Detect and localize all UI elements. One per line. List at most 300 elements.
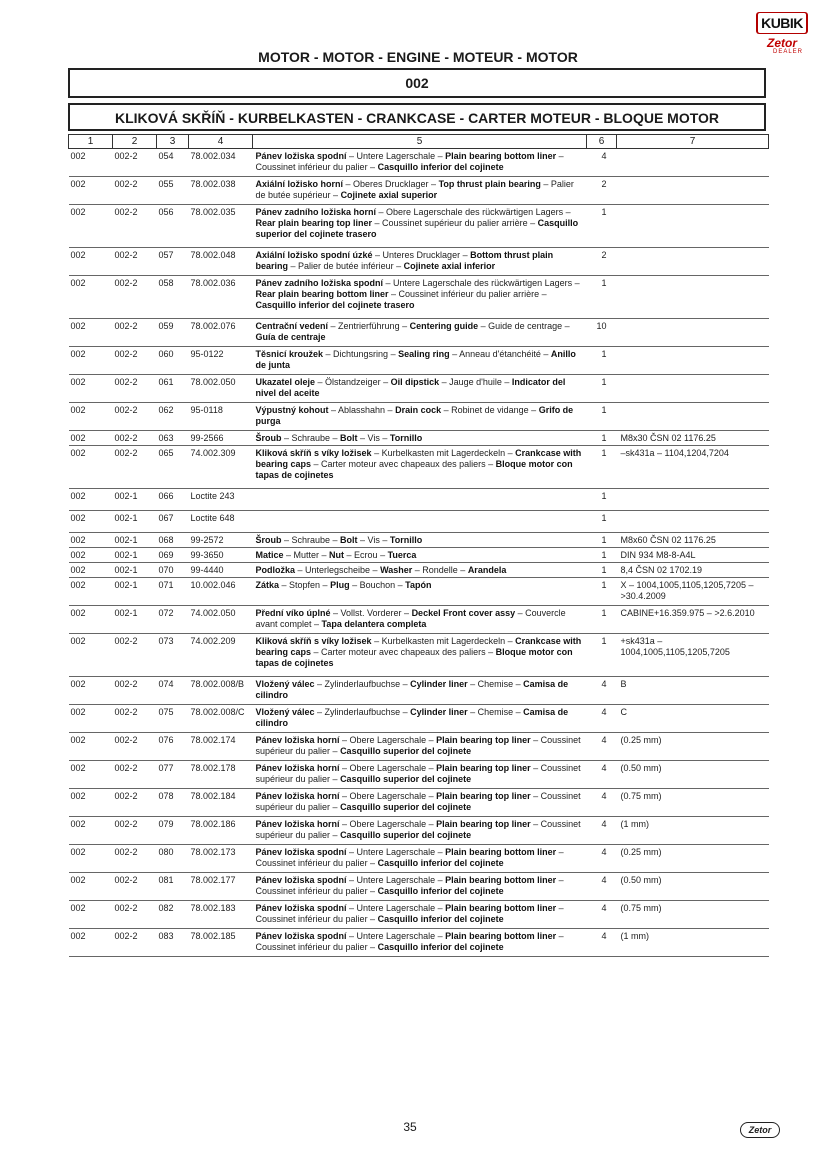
description-text: – Coussinet inférieur du palier – [255,151,564,172]
description-text: – Untere Lagerschale – [346,931,446,941]
description-text: – Ölstandzeiger – [315,377,391,387]
cell-part-number: 78.002.076 [189,319,253,347]
description-text: – Obere Lagerschale – [339,735,437,745]
cell-quantity: 1 [587,347,617,375]
cell-subgroup: 002-2 [113,901,157,929]
cell-quantity: 4 [587,677,617,705]
cell-note [617,489,769,511]
cell-note: M8x60 ČSN 02 1176.25 [617,533,769,548]
description-name: Casquillo superior del cojinete [340,746,472,756]
cell-description [253,403,587,431]
cell-group: 002 [69,845,113,873]
cell-group: 002 [69,248,113,276]
description-text: – Vis – [357,535,390,545]
cell-subgroup: 002-2 [113,845,157,873]
cell-group: 002 [69,489,113,511]
cell-subgroup: 002-2 [113,205,157,248]
description-text: – Anneau d'étanchéité – [449,349,551,359]
cell-part-number: 78.002.050 [189,375,253,403]
description-name: Pánev ložiska spodní [255,847,347,857]
cell-part-number: 78.002.038 [189,177,253,205]
cell-group: 002 [69,347,113,375]
cell-description [253,634,587,677]
cell-description [253,705,587,733]
cell-note: (0.50 mm) [617,873,769,901]
table-row [69,511,769,533]
cell-description [253,901,587,929]
description-name: Plain bearing bottom liner [445,903,557,913]
cell-description [253,845,587,873]
cell-part-number: Loctite 648 [189,511,253,533]
description-name: Plain bearing bottom liner [445,875,557,885]
description-text: – Unterlegscheibe – [295,565,381,575]
cell-position: 063 [157,431,189,446]
cell-description [253,929,587,957]
cell-subgroup: 002-2 [113,403,157,431]
table-row [69,817,769,845]
cell-position: 079 [157,817,189,845]
cell-quantity: 4 [587,761,617,789]
cell-description [253,431,587,446]
cell-description [253,205,587,248]
cell-position: 072 [157,606,189,634]
description-text: – Schraube – [281,535,341,545]
cell-part-number: Loctite 243 [189,489,253,511]
table-row [69,319,769,347]
cell-note: DIN 934 M8-8-A4L [617,548,769,563]
cell-subgroup: 002-2 [113,177,157,205]
cell-subgroup: 002-2 [113,446,157,489]
description-text: – Bouchon – [349,580,406,590]
cell-part-number: 99-3650 [189,548,253,563]
cell-position: 060 [157,347,189,375]
cell-part-number: 74.002.309 [189,446,253,489]
description-text: – Coussinet inférieur du palier – [255,903,564,924]
cell-part-number: 78.002.185 [189,929,253,957]
cell-group: 002 [69,578,113,606]
cell-position: 067 [157,511,189,533]
description-name: Crankcase with bearing caps [255,448,582,469]
cell-position: 061 [157,375,189,403]
column-header: 2 [113,135,157,149]
cell-quantity: 4 [587,929,617,957]
cell-note [617,403,769,431]
description-name: Bolt [340,433,358,443]
description-name: Camisa de cilindro [255,707,569,728]
cell-group: 002 [69,817,113,845]
description-text: – Jauge d'huile – [439,377,512,387]
cell-group: 002 [69,789,113,817]
cell-position: 069 [157,548,189,563]
cell-position: 066 [157,489,189,511]
description-name: Rear plain bearing bottom liner [255,289,389,299]
description-name: Pánev zadního ložiska horní [255,207,377,217]
cell-part-number: 99-2566 [189,431,253,446]
cell-quantity: 4 [587,901,617,929]
cell-group: 002 [69,634,113,677]
cell-description [253,817,587,845]
description-name: Casquillo superior del cojinete [340,774,472,784]
cell-group: 002 [69,733,113,761]
cell-position: 077 [157,761,189,789]
parts-table-body [69,149,769,957]
cell-group: 002 [69,403,113,431]
table-row [69,177,769,205]
cell-position: 057 [157,248,189,276]
cell-quantity: 1 [587,548,617,563]
cell-position: 055 [157,177,189,205]
cell-group: 002 [69,677,113,705]
description-name: Oil dipstick [390,377,440,387]
cell-note [617,248,769,276]
cell-note: –sk431a – 1104,1204,7204 [617,446,769,489]
description-name: Plain bearing bottom liner [445,151,557,161]
cell-description [253,375,587,403]
description-name: Casquillo inferior del cojinete [377,886,504,896]
cell-description [253,446,587,489]
cell-group: 002 [69,606,113,634]
cell-note [617,347,769,375]
cell-position: 073 [157,634,189,677]
cell-description [253,149,587,177]
cell-subgroup: 002-1 [113,511,157,533]
cell-note: C [617,705,769,733]
description-text: – Zentrierführung – [328,321,410,331]
cell-note: CABINE+16.359.975 – >2.6.2010 [617,606,769,634]
description-name: Plain bearing top liner [436,763,531,773]
description-name: Centrační vedení [255,321,329,331]
description-name: Tapa delantera completa [321,619,427,629]
description-text: – Chemise – [467,679,524,689]
cell-part-number: 74.002.050 [189,606,253,634]
description-name: Indicator del nivel del aceite [255,377,566,398]
description-text: – Untere Lagerschale – [346,847,446,857]
description-text: – Coussinet inférieur du palier arrière – [388,289,547,299]
table-row [69,929,769,957]
cell-quantity: 1 [587,276,617,319]
description-text: – Obere Lagerschale des rückwärtigen Lagers – [376,207,571,217]
cell-note: M8x30 ČSN 02 1176.25 [617,431,769,446]
cell-quantity: 10 [587,319,617,347]
description-name: Axiální ložisko spodní úzké [255,250,373,260]
table-row [69,705,769,733]
cell-subgroup: 002-1 [113,606,157,634]
cell-quantity: 4 [587,149,617,177]
description-name: Grifo de purga [255,405,574,426]
description-name: Výpustný kohout [255,405,329,415]
table-row [69,446,769,489]
column-header: 6 [587,135,617,149]
table-row [69,563,769,578]
description-text: – Untere Lagerschale – [346,151,446,161]
cell-quantity: 1 [587,403,617,431]
cell-quantity: 4 [587,733,617,761]
description-name: Bloque motor con tapas de cojinetes [255,647,573,668]
description-name: Kliková skříň s víky ložisek [255,636,372,646]
cell-note: X – 1004,1005,1105,1205,7205 – >30.4.2009 [617,578,769,606]
column-header: 7 [617,135,769,149]
cell-subgroup: 002-2 [113,248,157,276]
cell-quantity: 1 [587,578,617,606]
cell-description [253,563,587,578]
cell-group: 002 [69,205,113,248]
description-name: Šroub [255,433,282,443]
page-number: 35 [403,1120,417,1134]
cell-group: 002 [69,873,113,901]
cell-part-number: 78.002.035 [189,205,253,248]
cell-position: 056 [157,205,189,248]
cell-subgroup: 002-2 [113,929,157,957]
cell-note: (1 mm) [617,817,769,845]
cell-description [253,248,587,276]
description-text: – Untere Lagerschale – [346,875,446,885]
description-name: Pánev ložiska horní [255,791,340,801]
dealer-logo-text: DEALER [772,49,803,55]
description-name: Drain cock [395,405,442,415]
description-name: Přední víko úplné [255,608,331,618]
description-name: Šroub [255,535,282,545]
cell-subgroup: 002-2 [113,634,157,677]
description-name: Plain bearing top liner [436,819,531,829]
description-name: Vložený válec [255,707,315,717]
cell-position: 081 [157,873,189,901]
description-name: Guía de centraje [255,332,326,342]
cell-group: 002 [69,177,113,205]
description-text: – Carter moteur avec chapeaux des paliers – [311,647,496,657]
cell-note: (0.50 mm) [617,761,769,789]
cell-note [617,319,769,347]
cell-position: 082 [157,901,189,929]
description-text: – Coussinet supérieur du palier arrière – [372,218,538,228]
zetor-logo-text: Zetor [767,36,797,50]
cell-group: 002 [69,548,113,563]
group-code: 002 [68,68,766,98]
cell-group: 002 [69,705,113,733]
cell-description [253,533,587,548]
cell-part-number: 78.002.186 [189,817,253,845]
cell-group: 002 [69,431,113,446]
column-header: 5 [253,135,587,149]
cell-note [617,177,769,205]
description-text: – Unteres Drucklager – [372,250,471,260]
cell-subgroup: 002-2 [113,817,157,845]
description-name: Washer [380,565,413,575]
description-text: – Coussinet inférieur du palier – [255,875,564,896]
cell-group: 002 [69,563,113,578]
table-row [69,761,769,789]
cell-part-number: 99-2572 [189,533,253,548]
cell-description [253,761,587,789]
cell-subgroup: 002-2 [113,431,157,446]
cell-part-number: 78.002.034 [189,149,253,177]
description-name: Vložený válec [255,679,315,689]
description-name: Deckel Front cover assy [411,608,516,618]
cell-part-number: 78.002.178 [189,761,253,789]
description-text: – Mutter – [283,550,330,560]
description-name: Pánev ložiska spodní [255,903,347,913]
cell-group: 002 [69,901,113,929]
cell-subgroup: 002-1 [113,489,157,511]
cell-position: 062 [157,403,189,431]
table-row [69,901,769,929]
group-name: KLIKOVÁ SKŘÍŇ - KURBELKASTEN - CRANKCASE - CARTER MOTEUR - BLOQUE MOTOR [68,103,766,131]
description-text: – Rondelle – [412,565,468,575]
description-text: – Coussinet inférieur du palier – [255,847,564,868]
cell-position: 075 [157,705,189,733]
cell-subgroup: 002-1 [113,563,157,578]
cell-part-number: 78.002.048 [189,248,253,276]
cell-note [617,375,769,403]
cell-quantity: 4 [587,873,617,901]
cell-note: 8,4 ČSN 02 1702.19 [617,563,769,578]
description-name: Pánev ložiska spodní [255,151,347,161]
cell-position: 065 [157,446,189,489]
table-row [69,677,769,705]
table-row [69,533,769,548]
cell-subgroup: 002-1 [113,548,157,563]
description-name: Top thrust plain bearing [438,179,541,189]
cell-position: 070 [157,563,189,578]
cell-position: 054 [157,149,189,177]
description-name: Zátka [255,580,280,590]
cell-part-number: 95-0118 [189,403,253,431]
description-name: Centering guide [409,321,479,331]
cell-description [253,873,587,901]
cell-subgroup: 002-2 [113,319,157,347]
description-name: Casquillo inferior del cojinete trasero [255,300,415,310]
cell-description [253,177,587,205]
cell-part-number: 10.002.046 [189,578,253,606]
cell-quantity: 1 [587,606,617,634]
description-name: Plain bearing bottom liner [445,931,557,941]
description-text: – Coussinet inférieur du palier – [255,931,564,952]
description-text: – Dichtungsring – [323,349,399,359]
cell-group: 002 [69,149,113,177]
cell-position: 080 [157,845,189,873]
description-name: Cylinder liner [410,707,468,717]
description-name: Tornillo [389,535,423,545]
description-text: – Ecrou – [344,550,388,560]
description-text: – Oberes Drucklager – [343,179,439,189]
table-row [69,733,769,761]
description-text: – Zylinderlaufbuchse – [314,679,411,689]
description-name: Casquillo inferior del cojinete [377,942,504,952]
cell-description [253,511,587,533]
description-text: – Untere Lagerschale – [346,903,446,913]
description-text: – Schraube – [281,433,341,443]
cell-group: 002 [69,375,113,403]
description-text: – Vollst. Vorderer – [330,608,412,618]
description-name: Bloque motor con tapas de cojinetes [255,459,573,480]
column-header: 4 [189,135,253,149]
column-header: 3 [157,135,189,149]
cell-quantity: 2 [587,248,617,276]
cell-subgroup: 002-2 [113,705,157,733]
cell-note: (0.75 mm) [617,901,769,929]
cell-subgroup: 002-1 [113,533,157,548]
table-row [69,873,769,901]
description-name: Těsnicí kroužek [255,349,324,359]
cell-quantity: 4 [587,817,617,845]
description-name: Nut [329,550,345,560]
cell-part-number: 74.002.209 [189,634,253,677]
cell-quantity: 1 [587,205,617,248]
cell-note [617,149,769,177]
cell-description [253,276,587,319]
cell-quantity: 1 [587,634,617,677]
cell-subgroup: 002-2 [113,789,157,817]
cell-quantity: 1 [587,446,617,489]
cell-part-number: 78.002.173 [189,845,253,873]
cell-subgroup: 002-2 [113,873,157,901]
cell-note [617,205,769,248]
description-name: Tornillo [389,433,423,443]
cell-note [617,276,769,319]
cell-quantity: 1 [587,511,617,533]
cell-part-number: 95-0122 [189,347,253,375]
description-name: Matice [255,550,284,560]
cell-group: 002 [69,761,113,789]
column-header: 1 [69,135,113,149]
cell-part-number: 78.002.174 [189,733,253,761]
description-name: Tuerca [387,550,417,560]
description-text: – Palier de butée supérieur – [255,179,574,200]
description-name: Kliková skříň s víky ložisek [255,448,372,458]
table-row [69,431,769,446]
cell-note: (0.25 mm) [617,733,769,761]
description-text: – Coussinet supérieur du palier – [255,819,581,840]
description-name: Pánev ložiska horní [255,763,340,773]
cell-description [253,489,587,511]
cell-position: 059 [157,319,189,347]
cell-subgroup: 002-2 [113,276,157,319]
cell-subgroup: 002-2 [113,761,157,789]
cell-position: 078 [157,789,189,817]
cell-description [253,548,587,563]
description-text: – Obere Lagerschale – [339,819,437,829]
description-name: Pánev ložiska horní [255,735,340,745]
cell-position: 068 [157,533,189,548]
table-row [69,578,769,606]
table-row [69,634,769,677]
cell-note [617,511,769,533]
description-text: – Coussinet supérieur du palier – [255,791,581,812]
cell-note: (0.75 mm) [617,789,769,817]
description-name: Bolt [340,535,358,545]
cell-part-number: 78.002.008/B [189,677,253,705]
table-row [69,276,769,319]
table-row [69,248,769,276]
cell-note: (0.25 mm) [617,845,769,873]
description-name: Cojinete axial inferior [403,261,496,271]
table-row [69,789,769,817]
description-name: Casquillo superior del cojinete trasero [255,218,579,239]
cell-subgroup: 002-2 [113,347,157,375]
cell-description [253,789,587,817]
cell-quantity: 1 [587,375,617,403]
footer-zetor-logo: Zetor [740,1122,780,1138]
description-text: – Palier de butée inférieur – [288,261,404,271]
cell-description [253,733,587,761]
description-name: Plain bearing bottom liner [445,847,557,857]
description-name: Camisa de cilindro [255,679,569,700]
cell-subgroup: 002-2 [113,733,157,761]
description-name: Sealing ring [398,349,450,359]
cell-description [253,347,587,375]
description-text: – Chemise – [467,707,524,717]
description-name: Plain bearing top liner [436,735,531,745]
cell-subgroup: 002-2 [113,375,157,403]
